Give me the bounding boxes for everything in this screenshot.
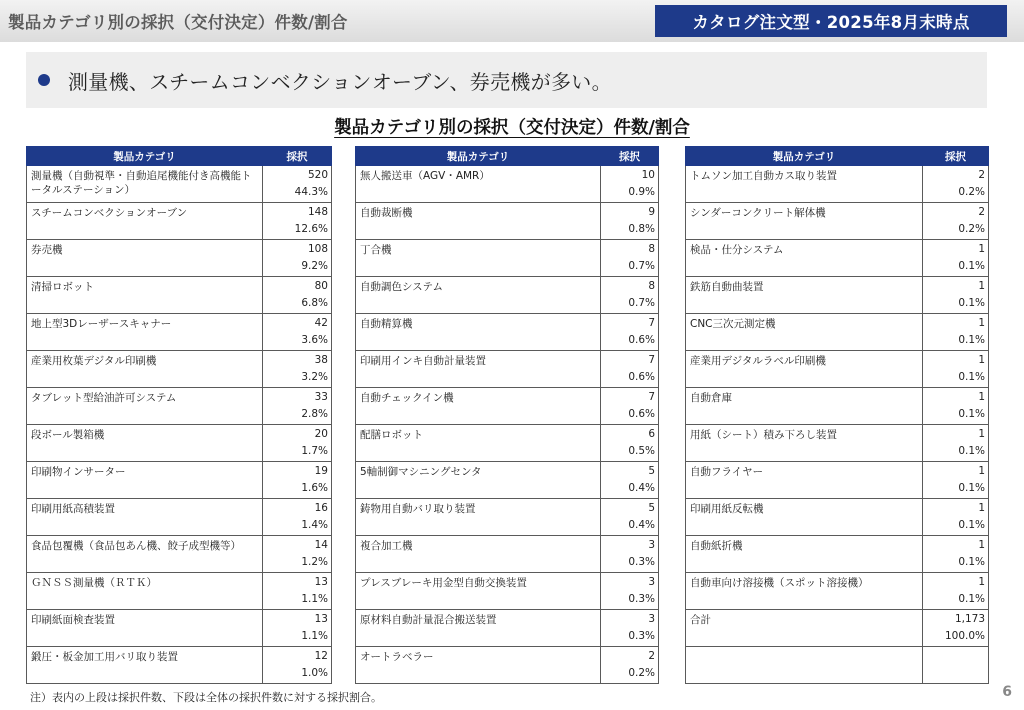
adoption-share: 6.8% bbox=[301, 297, 328, 309]
table-row bbox=[27, 388, 332, 425]
category-name-cell: 鉄筋自動曲装置 bbox=[686, 277, 923, 314]
adoption-count: 1 bbox=[978, 391, 985, 403]
adoption-share: 1.2% bbox=[301, 556, 328, 568]
count-cell bbox=[263, 166, 332, 203]
count-cell bbox=[263, 573, 332, 610]
category-name-cell: 段ボール製箱機 bbox=[27, 425, 263, 462]
category-name-cell: 自動フライヤー bbox=[686, 462, 923, 499]
table-row bbox=[356, 277, 659, 314]
adoption-count: 9 bbox=[648, 206, 655, 218]
table-row bbox=[356, 240, 659, 277]
adoption-share: 0.1% bbox=[958, 519, 985, 531]
adoption-share: 3.6% bbox=[301, 334, 328, 346]
adoption-share: 0.1% bbox=[958, 556, 985, 568]
footnote: 注）表内の上段は採択件数、下段は全体の採択件数に対する採択割合。 bbox=[30, 691, 382, 704]
adoption-count: 10 bbox=[641, 169, 655, 181]
count-cell bbox=[923, 314, 989, 351]
count-cell bbox=[601, 573, 659, 610]
category-name-cell: 印刷物インサーター bbox=[27, 462, 263, 499]
category-name-cell: トムソン加工自動カス取り装置 bbox=[686, 166, 923, 203]
category-name-cell: 自動紙折機 bbox=[686, 536, 923, 573]
table-row bbox=[356, 203, 659, 240]
table-row bbox=[686, 388, 989, 425]
count-cell bbox=[923, 573, 989, 610]
table-row bbox=[27, 314, 332, 351]
table-row bbox=[686, 240, 989, 277]
count-cell bbox=[601, 351, 659, 388]
adoption-share: 0.3% bbox=[628, 630, 655, 642]
category-name-cell: ＧＮＳＳ測量機（ＲＴＫ） bbox=[27, 573, 263, 610]
adoption-count: 3 bbox=[648, 539, 655, 551]
adoption-count: 2 bbox=[978, 206, 985, 218]
adoption-count: 148 bbox=[307, 206, 328, 218]
adoption-count: 3 bbox=[648, 576, 655, 588]
count-cell bbox=[263, 647, 332, 684]
count-cell bbox=[601, 314, 659, 351]
table-row bbox=[686, 203, 989, 240]
category-name-cell: 自動倉庫 bbox=[686, 388, 923, 425]
adoption-count: 38 bbox=[314, 354, 328, 366]
adoption-share: 0.1% bbox=[958, 260, 985, 272]
table-row bbox=[356, 499, 659, 536]
adoption-count: 19 bbox=[314, 465, 328, 477]
count-cell bbox=[263, 351, 332, 388]
adoption-count: 1 bbox=[978, 354, 985, 366]
count-cell bbox=[923, 499, 989, 536]
adoption-count: 7 bbox=[648, 317, 655, 329]
table-row bbox=[686, 166, 989, 203]
adoption-share: 0.7% bbox=[628, 260, 655, 272]
table-row bbox=[356, 462, 659, 499]
table-row bbox=[686, 351, 989, 388]
table-row bbox=[356, 388, 659, 425]
adoption-count: 1 bbox=[978, 428, 985, 440]
adoption-share: 0.4% bbox=[628, 519, 655, 531]
adoption-count: 520 bbox=[307, 169, 328, 181]
category-name-cell: 無人搬送車（AGV・AMR） bbox=[356, 166, 601, 203]
category-name-cell: 自動チェックイン機 bbox=[356, 388, 601, 425]
table-row bbox=[27, 240, 332, 277]
adoption-share: 0.7% bbox=[628, 297, 655, 309]
count-cell bbox=[923, 388, 989, 425]
count-cell bbox=[923, 351, 989, 388]
category-name-cell: 自動車向け溶接機（スポット溶接機） bbox=[686, 573, 923, 610]
count-cell bbox=[263, 203, 332, 240]
page-number: 6 bbox=[1002, 684, 1012, 700]
adoption-share: 0.2% bbox=[958, 223, 985, 235]
adoption-count: 8 bbox=[648, 280, 655, 292]
table-row bbox=[356, 351, 659, 388]
category-name-cell: 検品・仕分システム bbox=[686, 240, 923, 277]
category-name-cell: 鋳物用自動バリ取り装置 bbox=[356, 499, 601, 536]
adoption-share: 1.1% bbox=[301, 630, 328, 642]
adoption-count: 108 bbox=[307, 243, 328, 255]
adoption-count: 5 bbox=[648, 502, 655, 514]
adoption-count: 7 bbox=[648, 391, 655, 403]
adoption-count: 33 bbox=[314, 391, 328, 403]
adoption-share: 0.2% bbox=[628, 667, 655, 679]
category-name-cell bbox=[686, 647, 923, 684]
adoption-share: 0.1% bbox=[958, 371, 985, 383]
column-header-count: 採択 bbox=[923, 147, 989, 166]
column-header-category: 製品カテゴリ bbox=[356, 147, 601, 166]
count-cell bbox=[923, 425, 989, 462]
adoption-share: 0.3% bbox=[628, 593, 655, 605]
table-row bbox=[356, 536, 659, 573]
adoption-count: 1 bbox=[978, 280, 985, 292]
category-table-1 bbox=[26, 146, 332, 684]
category-name-cell: 複合加工機 bbox=[356, 536, 601, 573]
category-name-cell: 配膳ロボット bbox=[356, 425, 601, 462]
adoption-share: 12.6% bbox=[294, 223, 328, 235]
count-cell bbox=[601, 388, 659, 425]
table-title bbox=[0, 114, 1024, 139]
adoption-count: 2 bbox=[648, 650, 655, 662]
adoption-share: 0.1% bbox=[958, 593, 985, 605]
summary-callout bbox=[26, 52, 987, 108]
category-name-cell: プレスブレーキ用金型自動交換装置 bbox=[356, 573, 601, 610]
count-cell bbox=[601, 166, 659, 203]
adoption-share: 0.1% bbox=[958, 297, 985, 309]
adoption-share: 1.4% bbox=[301, 519, 328, 531]
count-cell bbox=[601, 277, 659, 314]
category-name-cell: 産業用枚葉デジタル印刷機 bbox=[27, 351, 263, 388]
count-cell bbox=[601, 647, 659, 684]
bullet-icon bbox=[38, 74, 50, 86]
adoption-count: 80 bbox=[314, 280, 328, 292]
adoption-count: 14 bbox=[314, 539, 328, 551]
category-name-cell: 印刷紙面検査装置 bbox=[27, 610, 263, 647]
count-cell bbox=[923, 203, 989, 240]
adoption-count: 6 bbox=[648, 428, 655, 440]
count-cell bbox=[923, 166, 989, 203]
table-row bbox=[686, 647, 989, 684]
table-row bbox=[27, 499, 332, 536]
category-name-cell: 丁合機 bbox=[356, 240, 601, 277]
table-row bbox=[27, 277, 332, 314]
count-cell bbox=[923, 462, 989, 499]
adoption-count: 20 bbox=[314, 428, 328, 440]
adoption-share: 0.6% bbox=[628, 334, 655, 346]
adoption-count: 7 bbox=[648, 354, 655, 366]
header-badge: カタログ注文型・2025年8月末時点 bbox=[655, 5, 1007, 37]
adoption-count: 1 bbox=[978, 465, 985, 477]
category-name-cell: オートラベラー bbox=[356, 647, 601, 684]
category-name-cell: 合計 bbox=[686, 610, 923, 647]
adoption-count: 42 bbox=[314, 317, 328, 329]
adoption-count: 2 bbox=[978, 169, 985, 181]
table-row bbox=[356, 166, 659, 203]
adoption-share: 0.6% bbox=[628, 371, 655, 383]
count-cell bbox=[601, 536, 659, 573]
category-name-cell: シンダーコンクリート解体機 bbox=[686, 203, 923, 240]
adoption-count bbox=[925, 649, 985, 666]
adoption-count: 1 bbox=[978, 502, 985, 514]
category-table-2 bbox=[355, 146, 659, 684]
table-row bbox=[356, 573, 659, 610]
table-row bbox=[27, 425, 332, 462]
category-name-cell: タブレット型給油許可システム bbox=[27, 388, 263, 425]
table-row bbox=[27, 573, 332, 610]
adoption-count: 8 bbox=[648, 243, 655, 255]
adoption-share: 0.6% bbox=[628, 408, 655, 420]
count-cell bbox=[263, 462, 332, 499]
adoption-share: 0.8% bbox=[628, 223, 655, 235]
adoption-share: 0.1% bbox=[958, 445, 985, 457]
adoption-share: 0.1% bbox=[958, 408, 985, 420]
count-cell bbox=[263, 610, 332, 647]
column-header-count: 採択 bbox=[263, 147, 332, 166]
adoption-count: 13 bbox=[314, 576, 328, 588]
category-name-cell: 用紙（シート）積み下ろし装置 bbox=[686, 425, 923, 462]
adoption-share: 44.3% bbox=[294, 186, 328, 198]
table-row bbox=[686, 499, 989, 536]
table-row bbox=[686, 277, 989, 314]
column-header-count: 採択 bbox=[601, 147, 659, 166]
adoption-share: 0.2% bbox=[958, 186, 985, 198]
adoption-count: 1,173 bbox=[954, 613, 985, 625]
count-cell bbox=[923, 240, 989, 277]
count-cell bbox=[601, 610, 659, 647]
adoption-share: 1.7% bbox=[301, 445, 328, 457]
table-row bbox=[686, 462, 989, 499]
table-title-text: 製品カテゴリ別の採択（交付決定）件数/割合 bbox=[334, 118, 690, 138]
table-row bbox=[27, 351, 332, 388]
table-row bbox=[356, 425, 659, 462]
count-cell bbox=[601, 203, 659, 240]
adoption-share: 1.1% bbox=[301, 593, 328, 605]
adoption-count: 12 bbox=[314, 650, 328, 662]
adoption-share: 2.8% bbox=[301, 408, 328, 420]
category-name-cell: 測量機（自動視準・自動追尾機能付き高機能トータルステーション） bbox=[27, 166, 263, 203]
table-row bbox=[686, 425, 989, 462]
table-row bbox=[356, 610, 659, 647]
adoption-count: 1 bbox=[978, 576, 985, 588]
category-name-cell: 5軸制御マシニングセンタ bbox=[356, 462, 601, 499]
adoption-share: 0.9% bbox=[628, 186, 655, 198]
category-name-cell: 原材料自動計量混合搬送装置 bbox=[356, 610, 601, 647]
count-cell bbox=[263, 388, 332, 425]
category-name-cell: 印刷用インキ自動計量装置 bbox=[356, 351, 601, 388]
adoption-share: 9.2% bbox=[301, 260, 328, 272]
category-name-cell: 鍛圧・板金加工用バリ取り装置 bbox=[27, 647, 263, 684]
table-row bbox=[27, 647, 332, 684]
table-row bbox=[356, 647, 659, 684]
count-cell bbox=[263, 240, 332, 277]
category-name-cell: CNC三次元測定機 bbox=[686, 314, 923, 351]
category-name-cell: 地上型3Dレーザースキャナー bbox=[27, 314, 263, 351]
count-cell bbox=[263, 536, 332, 573]
count-cell bbox=[923, 647, 989, 684]
column-header-category: 製品カテゴリ bbox=[27, 147, 263, 166]
category-name-cell: 清掃ロボット bbox=[27, 277, 263, 314]
column-header-category: 製品カテゴリ bbox=[686, 147, 923, 166]
table-row bbox=[686, 573, 989, 610]
adoption-share: 0.3% bbox=[628, 556, 655, 568]
adoption-count: 16 bbox=[314, 502, 328, 514]
adoption-share: 0.5% bbox=[628, 445, 655, 457]
table-row bbox=[27, 462, 332, 499]
category-name-cell: 産業用デジタルラベル印刷機 bbox=[686, 351, 923, 388]
table-row bbox=[27, 610, 332, 647]
category-name-cell: 自動調色システム bbox=[356, 277, 601, 314]
adoption-count: 3 bbox=[648, 613, 655, 625]
adoption-share: 3.2% bbox=[301, 371, 328, 383]
count-cell bbox=[601, 240, 659, 277]
category-name-cell: 券売機 bbox=[27, 240, 263, 277]
table-row bbox=[686, 536, 989, 573]
table-row bbox=[27, 203, 332, 240]
category-name-cell: 印刷用紙高積装置 bbox=[27, 499, 263, 536]
category-name-cell: 印刷用紙反転機 bbox=[686, 499, 923, 536]
count-cell bbox=[923, 277, 989, 314]
callout-text: 測量機、スチームコンベクションオーブン、券売機が多い。 bbox=[68, 69, 612, 94]
table-row bbox=[356, 314, 659, 351]
adoption-share: 1.0% bbox=[301, 667, 328, 679]
count-cell bbox=[263, 277, 332, 314]
count-cell bbox=[263, 425, 332, 462]
table-row bbox=[27, 166, 332, 203]
count-cell bbox=[601, 499, 659, 536]
table-row bbox=[686, 610, 989, 647]
adoption-count: 1 bbox=[978, 243, 985, 255]
adoption-count: 1 bbox=[978, 317, 985, 329]
adoption-share: 0.1% bbox=[958, 334, 985, 346]
adoption-count: 1 bbox=[978, 539, 985, 551]
count-cell bbox=[263, 314, 332, 351]
category-name-cell: 食品包覆機（食品包あん機、餃子成型機等） bbox=[27, 536, 263, 573]
category-name-cell: 自動精算機 bbox=[356, 314, 601, 351]
adoption-share: 100.0% bbox=[944, 630, 985, 642]
header-title: 製品カテゴリ別の採択（交付決定）件数/割合 bbox=[8, 13, 348, 32]
adoption-share: 0.4% bbox=[628, 482, 655, 494]
table-row bbox=[686, 314, 989, 351]
adoption-count: 13 bbox=[314, 613, 328, 625]
count-cell bbox=[923, 610, 989, 647]
count-cell bbox=[923, 536, 989, 573]
category-name-cell: 自動裁断機 bbox=[356, 203, 601, 240]
adoption-share: 0.1% bbox=[958, 482, 985, 494]
count-cell bbox=[263, 499, 332, 536]
count-cell bbox=[601, 425, 659, 462]
adoption-count: 5 bbox=[648, 465, 655, 477]
category-table-3 bbox=[685, 146, 989, 684]
adoption-share: 1.6% bbox=[301, 482, 328, 494]
table-row bbox=[27, 536, 332, 573]
header-bar bbox=[0, 0, 1024, 42]
category-name-cell: スチームコンベクションオーブン bbox=[27, 203, 263, 240]
count-cell bbox=[601, 462, 659, 499]
